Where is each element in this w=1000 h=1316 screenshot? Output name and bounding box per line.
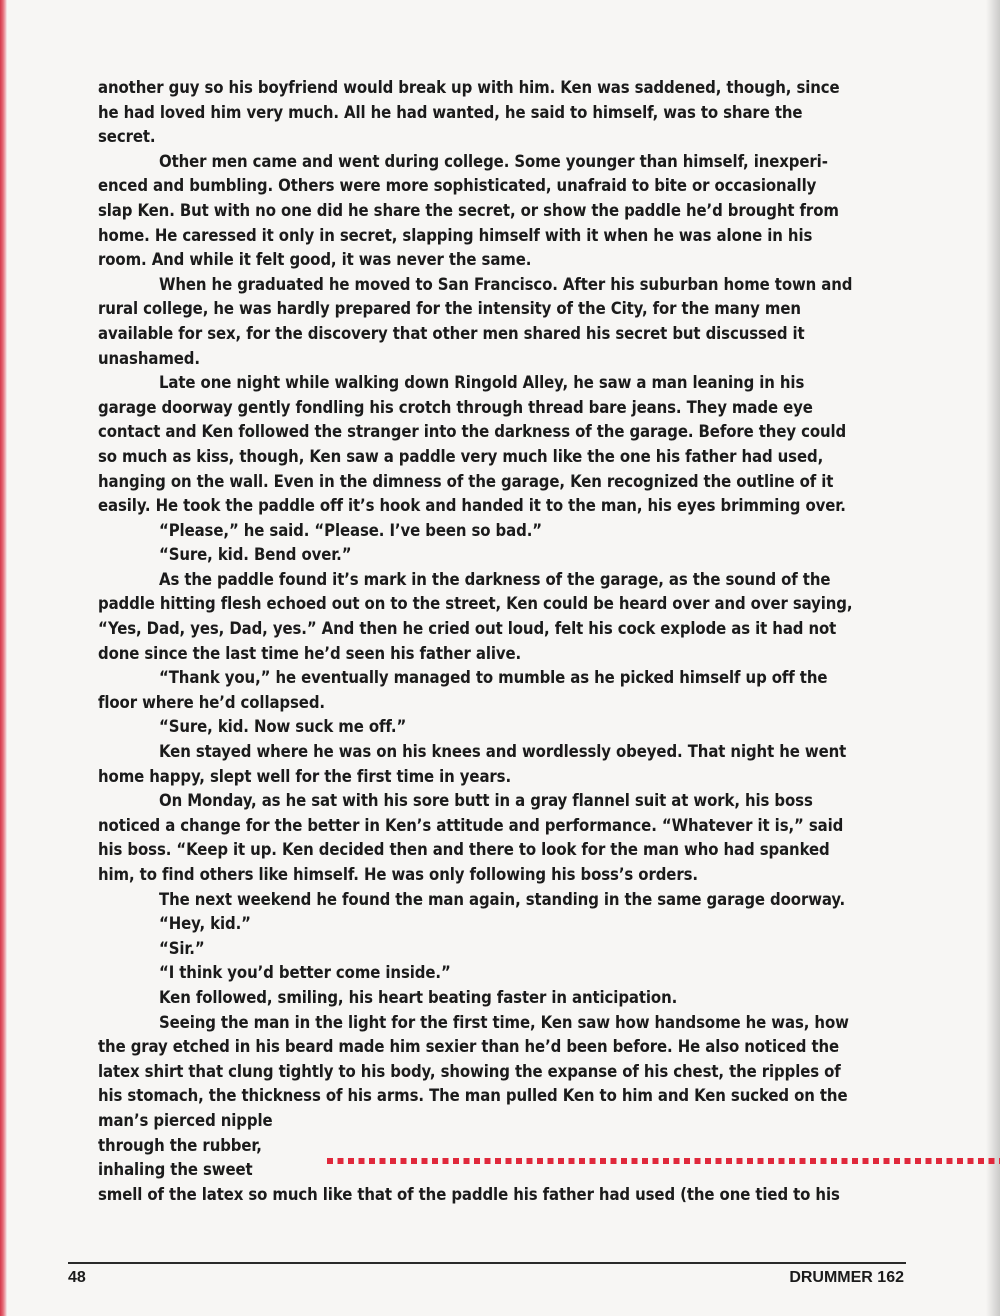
red-dotted-rule — [327, 1158, 1000, 1164]
text-line: enced and bumbling. Others were more sophisticated, unafraid to bite or occasionally — [98, 176, 817, 196]
text-line: hanging on the wall. Even in the dimness of the garage, Ken recognized the outline of it — [98, 471, 834, 491]
text-line: through the rubber, — [98, 1135, 262, 1155]
text-line: The next weekend he found the man again, standing in the same garage doorway. — [159, 889, 846, 909]
text-line: Seeing the man in the light for the first time, Ken saw how handsome he was, how — [159, 1012, 849, 1032]
text-line: his boss. “Keep it up. Ken decided then and there to look for the man who had spanked — [98, 840, 830, 860]
text-line: man’s pierced nipple — [98, 1110, 273, 1130]
text-line: Other men came and went during college. Some younger than himself, inexperi- — [159, 151, 828, 171]
text-line: inhaling the sweet — [98, 1160, 253, 1180]
text-line: secret. — [98, 127, 156, 147]
text-line: available for sex, for the discovery that other men shared his secret but discussed it — [98, 323, 805, 343]
text-line: easily. He took the paddle off it’s hook and handed it to the man, his eyes brimming over. — [98, 496, 846, 516]
text-line: home happy, slept well for the first time in years. — [98, 766, 512, 786]
text-line: As the paddle found it’s mark in the darkness of the garage, as the sound of the — [159, 569, 831, 589]
binding-shadow — [986, 0, 1000, 1316]
text-line: Ken followed, smiling, his heart beating faster in anticipation. — [159, 987, 678, 1007]
page-number: 48 — [68, 1269, 86, 1286]
text-line: unashamed. — [98, 348, 200, 368]
text-line: contact and Ken followed the stranger into the darkness of the garage. Before they could — [98, 422, 847, 442]
text-line: home. He caressed it only in secret, slapping himself with it when he was alone in his — [98, 225, 813, 245]
text-line: “Sure, kid. Now suck me off.” — [159, 717, 407, 737]
text-line: noticed a change for the better in Ken’s attitude and performance. “Whatever it is,” said — [98, 815, 844, 835]
text-line: “Yes, Dad, yes, Dad, yes.” And then he cried out loud, felt his cock explode as it had not — [98, 619, 837, 639]
text-line: him, to find others like himself. He was only following his boss’s orders. — [98, 865, 698, 884]
magazine-issue: DRUMMER 162 — [789, 1269, 904, 1286]
text-line: he had loved him very much. All he had wanted, he said to himself, was to share the — [98, 102, 803, 122]
footer-rule — [68, 1262, 906, 1264]
text-line: smell of the latex so much like that of the paddle his father had used (the one tied to his — [98, 1184, 840, 1204]
text-line: his stomach, the thickness of his arms. The man pulled Ken to him and Ken sucked on the — [98, 1086, 848, 1106]
text-line: When he graduated he moved to San Francisco. After his suburban home town and — [159, 274, 853, 294]
text-line: slap Ken. But with no one did he share the secret, or show the paddle he’d brought from — [98, 200, 839, 220]
text-line: “Thank you,” he eventually managed to mumble as he picked himself up off the — [159, 668, 828, 688]
text-line: floor where he’d collapsed. — [98, 692, 325, 712]
red-page-edge — [0, 0, 7, 1316]
article-body — [98, 76, 900, 1207]
text-line: “Please,” he said. “Please. I’ve been so bad.” — [159, 520, 542, 540]
text-line: “Sir.” — [159, 938, 205, 958]
text-line: On Monday, as he sat with his sore butt in a gray flannel suit at work, his boss — [159, 791, 813, 811]
text-line: done since the last time he’d seen his father alive. — [98, 643, 522, 663]
text-line: “I think you’d better come inside.” — [159, 963, 451, 983]
text-line: Ken stayed where he was on his knees and wordlessly obeyed. That night he went — [159, 742, 847, 762]
text-line: latex shirt that clung tightly to his body, showing the expanse of his chest, the ripples of — [98, 1061, 841, 1081]
text-line: the gray etched in his beard made him sexier than he’d been before. He also noticed the — [98, 1037, 840, 1057]
text-line: “Sure, kid. Bend over.” — [159, 545, 352, 565]
text-line: Late one night while walking down Ringold Alley, he saw a man leaning in his — [159, 373, 805, 393]
text-line: paddle hitting flesh echoed out on to the street, Ken could be heard over and over saying, — [98, 594, 853, 614]
text-line: another guy so his boyfriend would break up with him. Ken was saddened, though, since — [98, 78, 840, 97]
text-line: garage doorway gently fondling his crotch through thread bare jeans. They made eye — [98, 397, 813, 417]
text-line: so much as kiss, though, Ken saw a paddle very much like the one his father had used, — [98, 446, 824, 466]
text-line: “Hey, kid.” — [159, 914, 251, 934]
text-line: rural college, he was hardly prepared for the intensity of the City, for the many men — [98, 299, 801, 319]
text-line: room. And while it felt good, it was never the same. — [98, 250, 532, 270]
